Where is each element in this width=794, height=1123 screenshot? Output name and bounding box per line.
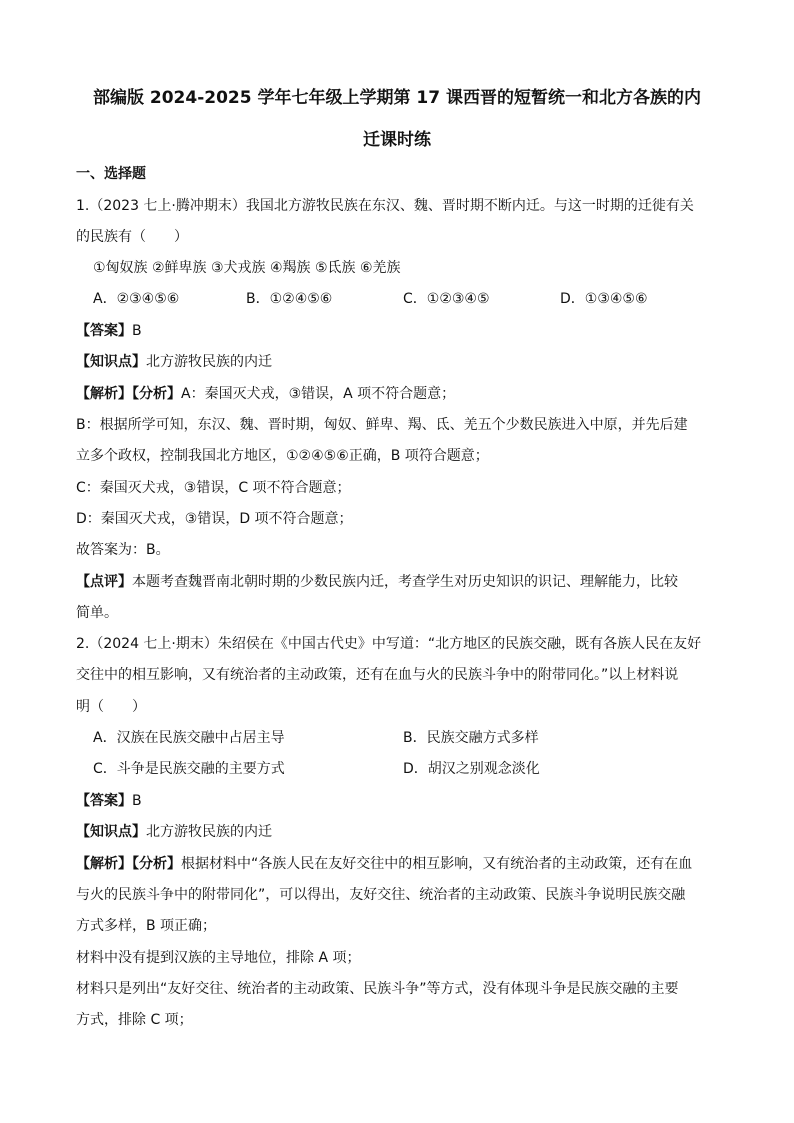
q1-analysis-d: D：秦国灭犬戎，③错误，D 项不符合题意； <box>76 511 353 527</box>
q1-conclusion: 故答案为：B。 <box>76 542 170 558</box>
q1-stem-line1: 1.（2023 七上·腾冲期末）我国北方游牧民族在东汉、魏、晋时期不断内迁。与这一时期的迁徙有关 <box>76 198 694 214</box>
q1-comment-tag: 【点评】 <box>76 574 132 590</box>
q2-option-d: D．胡汉之别观念淡化 <box>403 761 540 777</box>
q2-answer-value: B <box>132 793 142 809</box>
q2-stem-line1: 2.（2024 七上·期末）朱绍侯在《中国古代史》中写道：“北方地区的民族交融，既有各族人民在友好 <box>76 636 702 652</box>
section-heading: 一、选择题 <box>76 166 146 182</box>
q2-kp-value: 北方游牧民族的内迁 <box>146 824 272 840</box>
q1-kp-tag: 【知识点】 <box>76 354 146 370</box>
q2-analysis-text1: 根据材料中“各族人民在友好交往中的相互影响，又有统治者的主动政策，还有在血 <box>181 856 693 872</box>
q1-kp-value: 北方游牧民族的内迁 <box>146 354 272 370</box>
q1-answer-value: B <box>132 323 142 339</box>
q2-stem-line2: 交往中的相互影响，又有统治者的主动政策，还有在血与火的民族斗争中的附带同化。”以上材料说 <box>76 667 679 683</box>
q1-analysis-tag: 【解析】【分析】 <box>76 386 181 402</box>
q2-analysis-tag: 【解析】【分析】 <box>76 856 181 872</box>
q2-stem-line3: 明（ ） <box>76 699 146 715</box>
q1-comment-line2: 简单。 <box>76 605 118 621</box>
q1-option-c: C．①②③④⑤ <box>403 291 490 307</box>
q2-answer <box>76 792 142 810</box>
q2-option-c: C．斗争是民族交融的主要方式 <box>93 761 285 777</box>
q1-option-d: D．①③④⑤⑥ <box>560 291 648 307</box>
q1-knowledge-point <box>76 353 272 371</box>
q2-analysis-line2: 与火的民族斗争中的附带同化”，可以得出，友好交往、统治者的主动政策、民族斗争说明民族交融 <box>76 887 686 903</box>
doc-title-line2: 迁课时练 <box>363 130 431 150</box>
q2-option-a: A．汉族在民族交融中占居主导 <box>93 730 285 746</box>
q2-option-b: B．民族交融方式多样 <box>403 730 539 746</box>
q2-kp-tag: 【知识点】 <box>76 824 146 840</box>
q1-comment-text: 本题考查魏晋南北朝时期的少数民族内迁，考查学生对历史知识的识记、理解能力，比较 <box>132 574 678 590</box>
q2-knowledge-point <box>76 823 272 841</box>
q1-analysis-c: C：秦国灭犬戎，③错误，C 项不符合题意； <box>76 480 351 496</box>
q2-analysis-line6: 方式，排除 C 项； <box>76 1012 193 1028</box>
q1-items: ①匈奴族 ②鲜卑族 ③犬戎族 ④羯族 ⑤氐族 ⑥羌族 <box>93 260 401 276</box>
q2-analysis-line1 <box>76 855 692 873</box>
q1-answer-tag: 【答案】 <box>76 323 132 339</box>
q2-analysis-line4: 材料中没有提到汉族的主导地位，排除 A 项； <box>76 950 361 966</box>
doc-title-line1: 部编版 2024-2025 学年七年级上学期第 17 课西晋的短暂统一和北方各族的内 <box>92 88 701 108</box>
q1-option-b: B．①②④⑤⑥ <box>246 291 333 307</box>
q1-analysis-a <box>76 385 455 403</box>
q1-comment <box>76 573 678 591</box>
q1-analysis-b1: B：根据所学可知，东汉、魏、晋时期，匈奴、鲜卑、羯、氐、羌五个少数民族进入中原，并先后建 <box>76 417 688 433</box>
q2-answer-tag: 【答案】 <box>76 793 132 809</box>
q2-analysis-line5: 材料只是列出“友好交往、统治者的主动政策、民族斗争”等方式，没有体现斗争是民族交融的主要 <box>76 981 679 997</box>
q1-option-a: A．②③④⑤⑥ <box>93 291 180 307</box>
q1-analysis-a-text: A：秦国灭犬戎，③错误，A 项不符合题意； <box>181 386 456 402</box>
q1-answer <box>76 322 142 340</box>
q1-stem-line2: 的民族有（ ） <box>76 229 188 245</box>
q2-analysis-line3: 方式多样，B 项正确； <box>76 918 217 934</box>
q1-analysis-b2: 立多个政权，控制我国北方地区，①②④⑤⑥正确，B 项符合题意； <box>76 448 489 464</box>
